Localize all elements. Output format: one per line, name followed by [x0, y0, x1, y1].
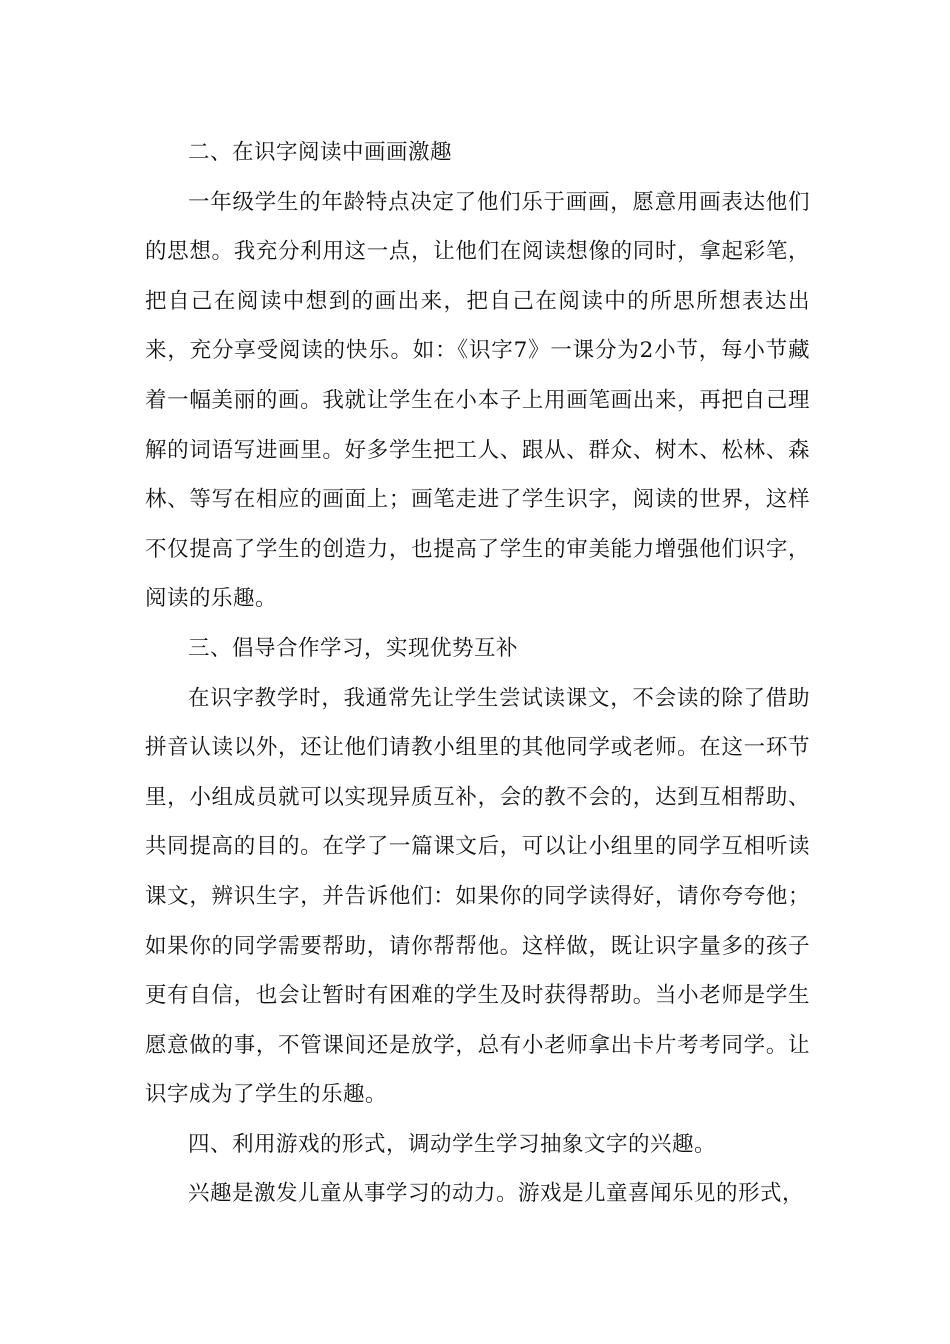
- section-heading-3: 三、倡导合作学习，实现优势互补: [188, 635, 519, 661]
- paragraph-drawing: 一年级学生的年龄特点决定了他们乐于画画，愿意用画表达他们的思想。我充分利用这一点，让他们在阅读想像的同时，拿起彩笔，把自己在阅读中想到的画出来，把自己在阅读中的所思所想表达出来，充分享受阅读的快乐。如：《识字7》一课分为2小节，每小节藏着一幅美丽的画。我就让学生在小本子上用画笔画出来，再把自己理解的词语写进画里。好多学生把工人、跟从、群众、树木、松林、森林、等写在相应的画面上；画笔走进了学生识字，阅读的世界，这样不仅提高了学生的创造力，也提高了学生的审美能力增强他们识字，阅读的乐趣。: [145, 189, 810, 612]
- document-body: [145, 128, 810, 1219]
- section-heading-2: 二、在识字阅读中画画激趣: [188, 140, 453, 165]
- section-heading-4: 四、利用游戏的形式，调动学生学习抽象文字的兴趣。: [188, 1131, 717, 1157]
- paragraph-games: 兴趣是激发儿童从事学习的动力。游戏是儿童喜闻乐见的形式，: [188, 1181, 805, 1207]
- paragraph-cooperation: 在识字教学时，我通常先让学生尝试读课文，不会读的除了借助拼音认读以外，还让他们请教小组里的其他同学或老师。在这一环节里，小组成员就可以实现异质互补，会的教不会的，达到互相帮助、共同提高的目的。在学了一篇课文后，可以让小组里的同学互相听读课文，辨识生字，并告诉他们：如果你的同学读得好，请你夸夸他；如果你的同学需要帮助，请你帮帮他。这样做，既让识字量多的孩子更有自信，也会让暂时有困难的学生及时获得帮助。当小老师是学生愿意做的事，不管课间还是放学，总有小老师拿出卡片考考同学。让识字成为了学生的乐趣。: [145, 685, 810, 1108]
